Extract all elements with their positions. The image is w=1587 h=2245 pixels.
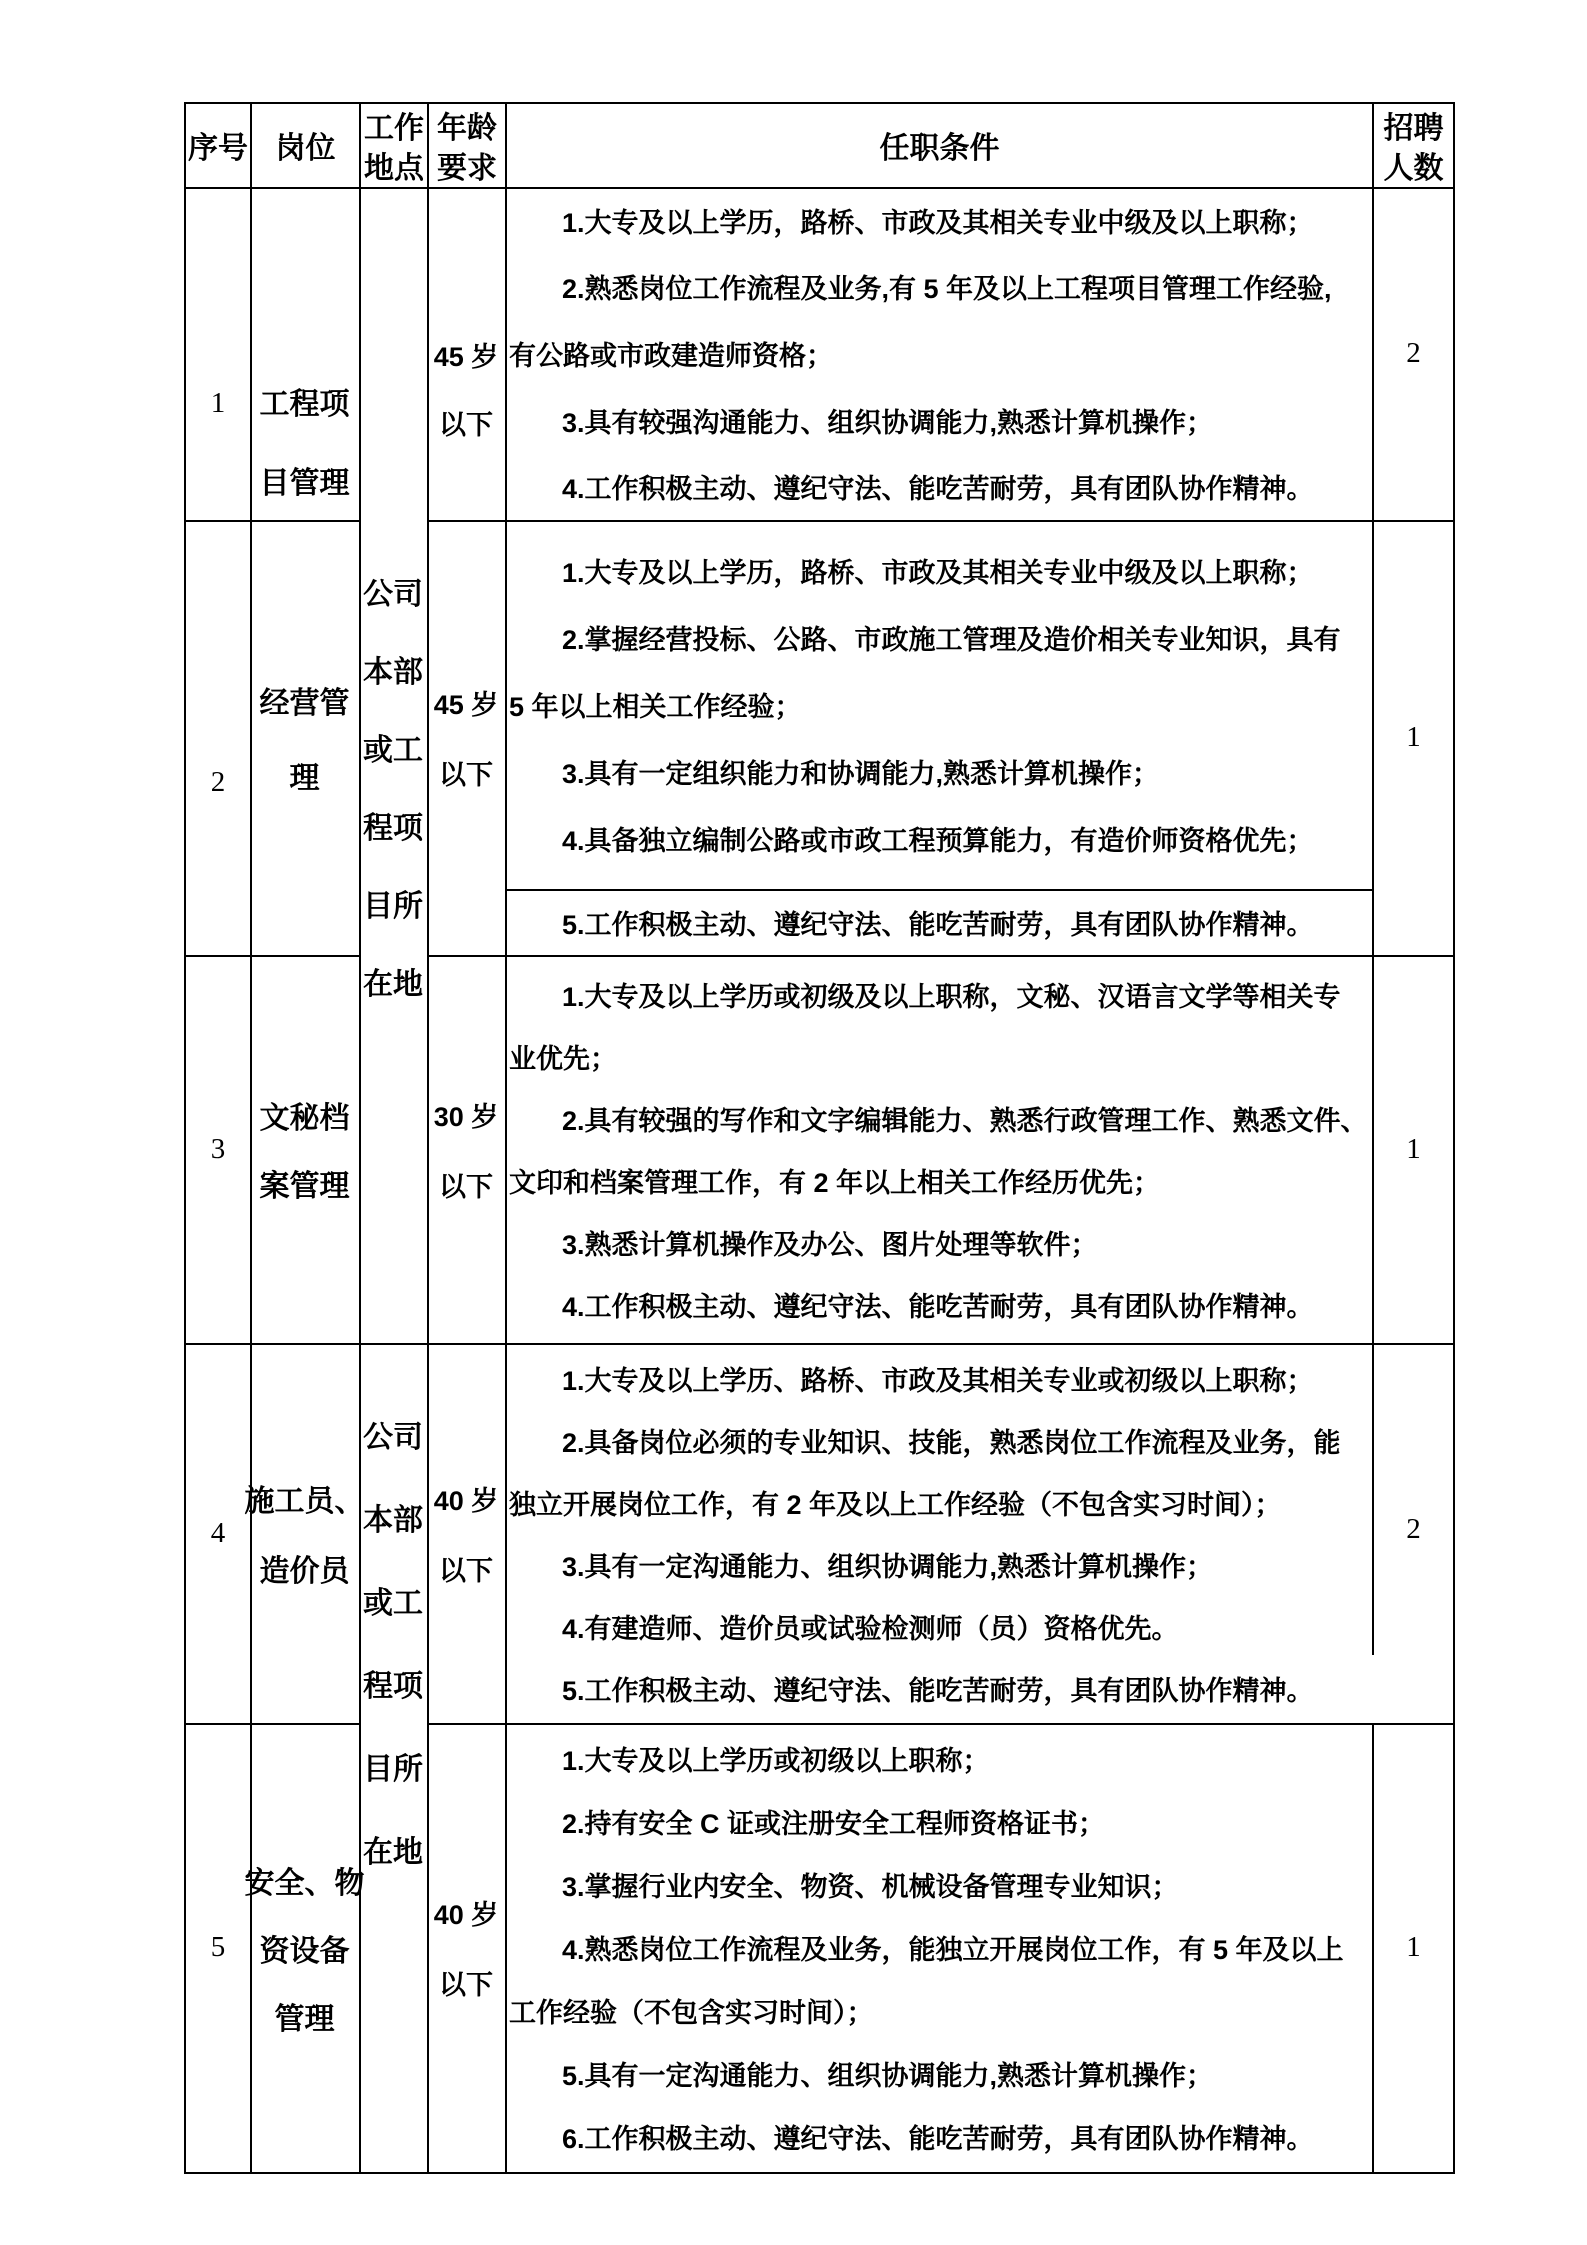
condition-line: 4.熟悉岗位工作流程及业务，能独立开展岗位工作，有 5 年及以上 — [562, 1935, 1344, 1965]
location-line: 目所 — [363, 1752, 423, 1786]
location-line: 在地 — [363, 968, 423, 1001]
post-line: 理 — [289, 762, 320, 795]
age-cell — [429, 520, 503, 955]
condition-line: 4.具备独立编制公路或市政工程预算能力，有造价师资格优先； — [562, 826, 1314, 856]
location-cell-rows-4-5 — [360, 1392, 426, 1890]
col-header-headcount-line2: 人数 — [1383, 151, 1444, 185]
headcount-value: 1 — [1406, 721, 1421, 753]
location-line: 公司 — [363, 578, 423, 611]
conditions-cell — [507, 520, 1370, 889]
condition-line: 工作经验（不包含实习时间）； — [509, 1998, 874, 2028]
condition-line: 4.工作积极主动、遵纪守法、能吃苦耐劳，具有团队协作精神。 — [562, 474, 1314, 505]
post-line: 施工员、 — [244, 1485, 365, 1518]
conditions-cell — [507, 1343, 1370, 1723]
row-number — [186, 520, 250, 955]
age-cell — [429, 187, 503, 520]
col-header-conditions — [507, 102, 1372, 187]
col-header-conditions-label: 任职条件 — [879, 131, 1000, 165]
col-header-location-line2: 地点 — [364, 151, 424, 185]
row-number-value: 3 — [210, 1132, 226, 1165]
condition-line: 4.有建造师、造价员或试验检测师（员）资格优先。 — [562, 1613, 1179, 1644]
condition-line: 业优先； — [509, 1043, 617, 1074]
post-line: 安全、物 — [244, 1866, 365, 1900]
conditions-cell — [507, 955, 1370, 1343]
location-line: 在地 — [363, 1835, 423, 1869]
headcount-value: 1 — [1406, 1132, 1421, 1165]
conditions-cell — [507, 187, 1370, 520]
row-number-value: 2 — [210, 766, 226, 798]
headcount-cell — [1374, 1723, 1453, 2172]
condition-line: 2.熟悉岗位工作流程及业务,有 5 年及以上工程项目管理工作经验, — [562, 274, 1332, 305]
post-cell — [252, 955, 357, 1343]
post-line: 案管理 — [259, 1170, 350, 1203]
row-number-value: 1 — [210, 387, 226, 419]
col-header-post — [252, 102, 359, 187]
condition-line: 5.工作积极主动、遵纪守法、能吃苦耐劳，具有团队协作精神。 — [562, 909, 1314, 940]
post-line: 文秘档 — [259, 1102, 350, 1135]
headcount-cell — [1374, 187, 1453, 520]
condition-line: 1.大专及以上学历或初级以上职称； — [562, 1746, 990, 1776]
post-line: 经营管 — [259, 687, 350, 720]
conditions-sub-cell — [507, 889, 1370, 955]
age-line: 以下 — [439, 1970, 493, 2000]
condition-line: 3.具有一定组织能力和协调能力,熟悉计算机操作； — [562, 759, 1160, 789]
headcount-cell — [1374, 520, 1453, 955]
condition-line: 2.具备岗位必须的专业知识、技能，熟悉岗位工作流程及业务，能 — [562, 1427, 1341, 1458]
row-number — [186, 955, 250, 1343]
headcount-cell — [1374, 955, 1453, 1343]
col-header-age — [429, 102, 505, 187]
age-line: 以下 — [439, 1171, 493, 1202]
post-cell — [252, 520, 357, 955]
condition-line: 1.大专及以上学历，路桥、市政及其相关专业中级及以上职称； — [562, 207, 1314, 238]
post-line: 资设备 — [259, 1934, 350, 1968]
row-number — [186, 187, 250, 520]
headcount-cell — [1374, 1343, 1453, 1655]
condition-line: 5.工作积极主动、遵纪守法、能吃苦耐劳，具有团队协作精神。 — [562, 1675, 1314, 1706]
col-header-age-line1: 年龄 — [437, 111, 497, 145]
age-line: 以下 — [439, 1555, 493, 1586]
post-line: 造价员 — [259, 1555, 350, 1588]
post-line: 目管理 — [259, 467, 350, 501]
age-line: 40 岁 — [433, 1900, 499, 1930]
condition-line: 3.具有一定沟通能力、组织协调能力,熟悉计算机操作； — [562, 1551, 1214, 1582]
conditions-cell — [507, 1723, 1370, 2172]
location-cell-rows-1-3 — [360, 552, 426, 1020]
age-cell — [429, 1723, 503, 2172]
age-line: 45 岁 — [433, 342, 499, 372]
post-line: 工程项 — [259, 387, 350, 421]
condition-line: 3.掌握行业内安全、物资、机械设备管理专业知识； — [562, 1872, 1179, 1902]
headcount-value: 2 — [1406, 337, 1421, 369]
age-line: 以下 — [439, 760, 493, 790]
location-line: 或工 — [363, 1586, 423, 1620]
row-number — [186, 1723, 250, 2172]
post-cell — [252, 187, 357, 520]
condition-line: 1.大专及以上学历或初级及以上职称，文秘、汉语言文学等相关专 — [562, 981, 1341, 1012]
row-number-value: 5 — [210, 1931, 226, 1963]
grid-line-bottom — [184, 2172, 1455, 2174]
post-line: 管理 — [274, 2002, 335, 2036]
col-header-location — [361, 102, 427, 187]
headcount-value: 1 — [1406, 1931, 1421, 1963]
condition-line: 有公路或市政建造师资格； — [509, 341, 833, 371]
condition-line: 3.具有较强沟通能力、组织协调能力,熟悉计算机操作； — [562, 407, 1214, 438]
age-cell — [429, 1343, 503, 1723]
grid-line-right-edge — [1453, 102, 1455, 2174]
location-line: 或工 — [363, 734, 423, 767]
row-number — [186, 1343, 250, 1723]
location-line: 本部 — [363, 656, 423, 689]
condition-line: 1.大专及以上学历、路桥、市政及其相关专业或初级以上职称； — [562, 1365, 1314, 1396]
age-cell — [429, 955, 503, 1343]
col-header-headcount — [1374, 102, 1453, 187]
col-header-location-line1: 工作 — [364, 111, 424, 145]
col-header-post-label: 岗位 — [275, 131, 336, 165]
location-line: 程项 — [363, 1669, 423, 1703]
condition-line: 3.熟悉计算机操作及办公、图片处理等软件； — [562, 1229, 1098, 1260]
col-header-headcount-line1: 招聘 — [1383, 111, 1444, 145]
condition-line: 文印和档案管理工作，有 2 年以上相关工作经历优先； — [509, 1167, 1161, 1198]
row-number-value: 4 — [210, 1516, 226, 1549]
condition-line: 2.掌握经营投标、公路、市政施工管理及造价相关专业知识，具有 — [562, 625, 1341, 655]
post-cell — [244, 1723, 365, 2172]
col-header-no-label: 序号 — [188, 131, 248, 165]
condition-line: 5 年以上相关工作经验； — [509, 692, 802, 722]
post-cell — [244, 1343, 365, 1723]
age-line: 40 岁 — [433, 1485, 499, 1516]
location-line: 本部 — [363, 1503, 423, 1537]
condition-line: 5.具有一定沟通能力、组织协调能力,熟悉计算机操作； — [562, 2061, 1214, 2091]
col-header-no — [186, 102, 250, 187]
condition-line: 2.持有安全 C 证或注册安全工程师资格证书； — [562, 1809, 1106, 1839]
headcount-value: 2 — [1406, 1512, 1421, 1545]
age-line: 30 岁 — [433, 1101, 499, 1132]
location-line: 公司 — [363, 1420, 423, 1454]
condition-line: 4.工作积极主动、遵纪守法、能吃苦耐劳，具有团队协作精神。 — [562, 1291, 1314, 1322]
condition-line: 独立开展岗位工作，有 2 年及以上工作经验（不包含实习时间）； — [509, 1489, 1282, 1520]
col-header-age-line2: 要求 — [437, 151, 497, 185]
location-line: 程项 — [363, 812, 423, 845]
condition-line: 1.大专及以上学历，路桥、市政及其相关专业中级及以上职称； — [562, 558, 1314, 588]
location-line: 目所 — [363, 890, 423, 923]
condition-line: 2.具有较强的写作和文字编辑能力、熟悉行政管理工作、熟悉文件、 — [562, 1105, 1368, 1136]
condition-line: 6.工作积极主动、遵纪守法、能吃苦耐劳，具有团队协作精神。 — [562, 2124, 1314, 2154]
age-line: 以下 — [439, 410, 493, 440]
age-line: 45 岁 — [433, 690, 499, 720]
